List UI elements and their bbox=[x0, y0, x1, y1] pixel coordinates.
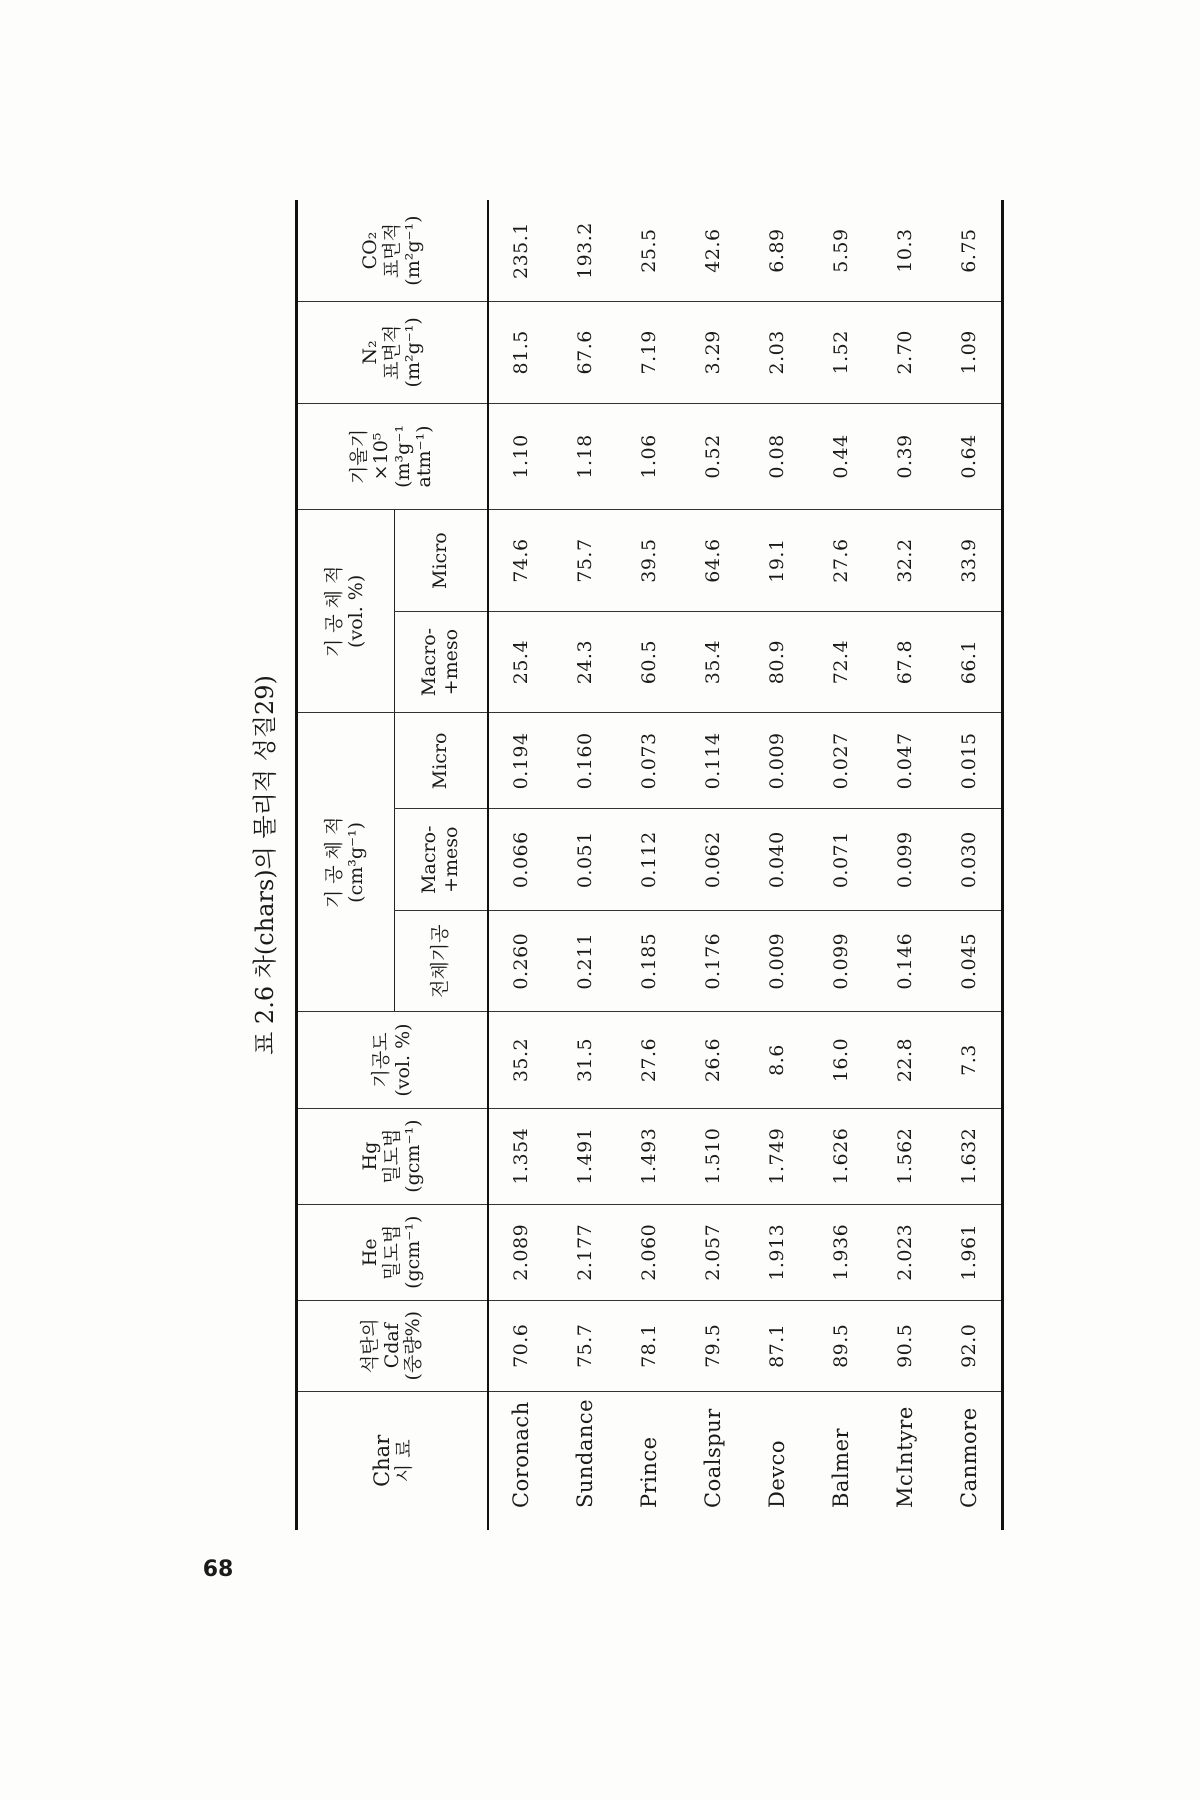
cell-co2: 6.75 bbox=[958, 228, 980, 273]
cell-n2: 1.09 bbox=[937, 302, 1003, 403]
header-he-density bbox=[297, 1204, 489, 1300]
cell-n2: 2.03 bbox=[745, 302, 809, 403]
header-slope-line3: (m³g⁻¹ bbox=[391, 425, 414, 488]
table-row bbox=[488, 200, 553, 1530]
cell-pf-macro: 24.3 bbox=[553, 611, 617, 712]
cell-hg: 1.632 bbox=[937, 1108, 1003, 1204]
row-name: Coronach bbox=[488, 1391, 553, 1530]
header-co2-line1: CO₂ bbox=[358, 231, 381, 270]
cell-pv-micro: 0.073 bbox=[617, 713, 681, 809]
cell-pf-micro: 74.6 bbox=[488, 510, 553, 612]
row-name: Balmer bbox=[809, 1391, 873, 1530]
cell-porosity: 26.6 bbox=[681, 1012, 745, 1108]
cell-porosity: 31.5 bbox=[553, 1012, 617, 1108]
cell-n2: 7.19 bbox=[617, 302, 681, 403]
table-row bbox=[745, 200, 809, 1530]
header-n2-line3: (m²g⁻¹) bbox=[402, 317, 425, 388]
cell-he: 2.060 bbox=[617, 1204, 681, 1300]
cell-carbon: 90.5 bbox=[873, 1300, 937, 1391]
cell-co2: 5.59 bbox=[830, 228, 852, 273]
cell-hg: 1.562 bbox=[873, 1108, 937, 1204]
cell-hg: 1.493 bbox=[617, 1108, 681, 1204]
cell-pv-micro: 0.114 bbox=[681, 713, 745, 809]
cell-he: 2.089 bbox=[488, 1204, 553, 1300]
cell-co2: 10.3 bbox=[894, 228, 916, 273]
cell-pv-micro: 0.027 bbox=[809, 713, 873, 809]
cell-pf-micro: 75.7 bbox=[553, 510, 617, 612]
header-pore-fraction-micro: Micro bbox=[395, 510, 489, 612]
cell-carbon: 75.7 bbox=[553, 1300, 617, 1391]
cell-hg: 1.491 bbox=[553, 1108, 617, 1204]
table-header bbox=[297, 200, 489, 1530]
cell-porosity: 27.6 bbox=[617, 1012, 681, 1108]
header-pore-fraction-line1: 기 공 체 적 bbox=[323, 565, 346, 658]
header-slope-line2: ×10⁵ bbox=[369, 432, 392, 481]
cell-slope: 1.10 bbox=[488, 403, 553, 510]
rotated-table-block bbox=[245, 200, 1005, 1530]
header-pore-volume-line2: (cm³g⁻¹) bbox=[345, 821, 367, 903]
header-hg-line3: (gcm⁻¹) bbox=[402, 1119, 425, 1193]
cell-pv-macro: 0.051 bbox=[553, 809, 617, 910]
header-porosity bbox=[297, 1012, 489, 1108]
cell-pv-total: 0.045 bbox=[937, 910, 1003, 1011]
cell-he: 2.057 bbox=[681, 1204, 745, 1300]
cell-pf-macro: 80.9 bbox=[745, 611, 809, 712]
cell-n2: 2.70 bbox=[873, 302, 937, 403]
cell-pv-micro: 0.015 bbox=[937, 713, 1003, 809]
cell-slope: 1.06 bbox=[617, 403, 681, 510]
cell-co2: 235.1 bbox=[510, 222, 532, 279]
header-char-sample-line1: Char bbox=[369, 1434, 394, 1487]
row-name: Prince bbox=[617, 1391, 681, 1530]
header-n2-area bbox=[297, 302, 489, 403]
table-title: 표 2.6 차(chars)의 물리적 성질29) bbox=[251, 675, 279, 1055]
header-pore-volume-line1: 기 공 체 적 bbox=[323, 816, 346, 909]
cell-pf-macro: 72.4 bbox=[809, 611, 873, 712]
cell-pv-macro: 0.112 bbox=[617, 809, 681, 910]
cell-pf-micro: 19.1 bbox=[745, 510, 809, 612]
header-hg-density bbox=[297, 1108, 489, 1204]
cell-hg: 1.354 bbox=[488, 1108, 553, 1204]
cell-pv-total: 0.146 bbox=[873, 910, 937, 1011]
cell-pf-macro: 35.4 bbox=[681, 611, 745, 712]
table-row bbox=[681, 200, 745, 1530]
header-pore-fraction-line2: (vol. %) bbox=[345, 574, 367, 648]
cell-pf-micro: 32.2 bbox=[873, 510, 937, 612]
cell-n2: 81.5 bbox=[488, 302, 553, 403]
cell-carbon: 79.5 bbox=[681, 1300, 745, 1391]
header-pf-macro-line2: +meso bbox=[440, 628, 462, 696]
char-properties-table bbox=[295, 200, 1004, 1530]
header-pore-volume-micro: Micro bbox=[395, 713, 489, 809]
page-number: 68 bbox=[202, 1557, 234, 1582]
cell-pf-micro: 39.5 bbox=[617, 510, 681, 612]
cell-pf-macro: 25.4 bbox=[488, 611, 553, 712]
cell-n2: 1.52 bbox=[809, 302, 873, 403]
cell-slope: 0.39 bbox=[873, 403, 937, 510]
header-carbon-line3: (중량%) bbox=[402, 1310, 425, 1381]
header-pore-volume bbox=[297, 713, 395, 1012]
table-body bbox=[488, 200, 1003, 1530]
cell-pf-macro: 60.5 bbox=[617, 611, 681, 712]
cell-he: 2.177 bbox=[553, 1204, 617, 1300]
cell-pv-total: 0.009 bbox=[745, 910, 809, 1011]
cell-co2: 25.5 bbox=[638, 228, 660, 273]
cell-pv-micro: 0.047 bbox=[873, 713, 937, 809]
cell-pv-macro: 0.071 bbox=[809, 809, 873, 910]
header-char-sample-line2: 시 료 bbox=[392, 1439, 415, 1483]
header-char-sample bbox=[297, 1391, 489, 1530]
cell-slope: 0.64 bbox=[937, 403, 1003, 510]
cell-slope: 0.08 bbox=[745, 403, 809, 510]
cell-carbon: 78.1 bbox=[617, 1300, 681, 1391]
cell-pv-macro: 0.066 bbox=[488, 809, 553, 910]
header-pf-macro-line1: Macro- bbox=[418, 627, 441, 697]
cell-pv-total: 0.260 bbox=[488, 910, 553, 1011]
cell-he: 1.913 bbox=[745, 1204, 809, 1300]
cell-hg: 1.510 bbox=[681, 1108, 745, 1204]
header-hg-line2: 밀도법 bbox=[380, 1128, 403, 1184]
header-co2-line2: 표면적 bbox=[380, 223, 403, 279]
header-n2-line2: 표면적 bbox=[380, 324, 403, 380]
cell-co2: 193.2 bbox=[574, 222, 596, 279]
cell-n2: 3.29 bbox=[681, 302, 745, 403]
cell-pv-micro: 0.009 bbox=[745, 713, 809, 809]
header-co2-area bbox=[297, 200, 489, 302]
header-slope-line4: atm⁻¹) bbox=[413, 425, 436, 488]
row-name: Canmore bbox=[937, 1391, 1003, 1530]
cell-pv-macro: 0.062 bbox=[681, 809, 745, 910]
header-pv-macro-line2: +meso bbox=[440, 826, 462, 893]
header-carbon-line1: 석탄의 bbox=[358, 1318, 381, 1374]
cell-he: 1.961 bbox=[937, 1204, 1003, 1300]
header-slope bbox=[297, 403, 489, 510]
cell-pf-micro: 27.6 bbox=[809, 510, 873, 612]
cell-porosity: 22.8 bbox=[873, 1012, 937, 1108]
header-carbon-line2: Cdaf bbox=[380, 1323, 403, 1369]
cell-pv-total: 0.176 bbox=[681, 910, 745, 1011]
cell-pf-micro: 33.9 bbox=[937, 510, 1003, 612]
header-carbon bbox=[297, 1300, 489, 1391]
cell-pv-macro: 0.099 bbox=[873, 809, 937, 910]
row-name: McIntyre bbox=[873, 1391, 937, 1530]
cell-porosity: 8.6 bbox=[745, 1012, 809, 1108]
cell-pv-micro: 0.160 bbox=[553, 713, 617, 809]
header-pore-volume-macro bbox=[395, 809, 489, 910]
cell-porosity: 35.2 bbox=[488, 1012, 553, 1108]
cell-pv-macro: 0.030 bbox=[937, 809, 1003, 910]
cell-co2: 42.6 bbox=[702, 228, 724, 273]
header-pore-volume-total: 전체기공 bbox=[395, 910, 489, 1011]
row-name: Coalspur bbox=[681, 1391, 745, 1530]
cell-hg: 1.626 bbox=[809, 1108, 873, 1204]
cell-he: 2.023 bbox=[873, 1204, 937, 1300]
row-name: Sundance bbox=[553, 1391, 617, 1530]
header-co2-line3: (m²g⁻¹) bbox=[402, 215, 425, 286]
cell-carbon: 87.1 bbox=[745, 1300, 809, 1391]
cell-porosity: 7.3 bbox=[937, 1012, 1003, 1108]
table-row bbox=[873, 200, 937, 1530]
cell-n2: 67.6 bbox=[553, 302, 617, 403]
cell-pv-micro: 0.194 bbox=[488, 713, 553, 809]
cell-pf-macro: 67.8 bbox=[873, 611, 937, 712]
cell-hg: 1.749 bbox=[745, 1108, 809, 1204]
header-pore-fraction-macro bbox=[395, 611, 489, 712]
header-hg-line1: Hg bbox=[358, 1141, 381, 1171]
cell-pf-macro: 66.1 bbox=[937, 611, 1003, 712]
cell-pv-macro: 0.040 bbox=[745, 809, 809, 910]
cell-pv-total: 0.185 bbox=[617, 910, 681, 1011]
cell-carbon: 89.5 bbox=[809, 1300, 873, 1391]
header-he-line1: He bbox=[358, 1238, 381, 1267]
row-name: Devco bbox=[745, 1391, 809, 1530]
cell-pf-micro: 64.6 bbox=[681, 510, 745, 612]
header-he-line3: (gcm⁻¹) bbox=[402, 1215, 425, 1289]
header-he-line2: 밀도법 bbox=[380, 1224, 403, 1280]
cell-slope: 0.44 bbox=[809, 403, 873, 510]
cell-co2: 6.89 bbox=[766, 228, 788, 273]
header-n2-line1: N₂ bbox=[358, 340, 381, 365]
cell-he: 1.936 bbox=[809, 1204, 873, 1300]
table-row bbox=[553, 200, 617, 1530]
cell-slope: 1.18 bbox=[553, 403, 617, 510]
cell-carbon: 70.6 bbox=[488, 1300, 553, 1391]
header-porosity-line1: 기공도 bbox=[369, 1032, 392, 1088]
header-slope-line1: 기울기 bbox=[347, 428, 370, 484]
header-pv-macro-line1: Macro- bbox=[418, 825, 441, 894]
cell-pv-total: 0.211 bbox=[553, 910, 617, 1011]
table-row bbox=[809, 200, 873, 1530]
cell-pv-total: 0.099 bbox=[809, 910, 873, 1011]
table-row bbox=[617, 200, 681, 1530]
cell-carbon: 92.0 bbox=[937, 1300, 1003, 1391]
cell-slope: 0.52 bbox=[681, 403, 745, 510]
header-pore-fraction bbox=[297, 510, 395, 713]
table-row bbox=[937, 200, 1003, 1530]
header-porosity-line2: (vol. %) bbox=[391, 1023, 414, 1097]
cell-porosity: 16.0 bbox=[809, 1012, 873, 1108]
